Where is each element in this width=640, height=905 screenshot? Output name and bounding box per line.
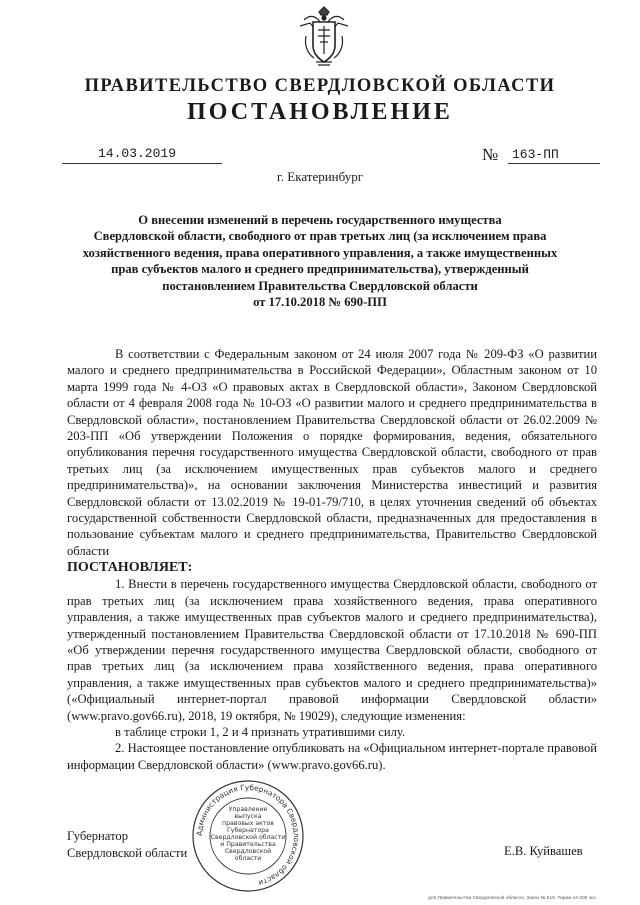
stamp-line: Свердловской <box>224 848 272 855</box>
stamp-line: выпуска <box>234 813 262 820</box>
item-2-paragraph: 2. Настоящее постановление опубликовать на «Официальном интернет-портале правовой информации Свердловской области» (www.pravo.gov66.ru). <box>67 741 597 772</box>
stamp-line: Управление <box>228 806 268 813</box>
item-1-paragraph: 1. Внести в перечень государственного имущества Свердловской области, свободного от прав третьих лиц (за исключением права хозяйственного ведения, права оперативного управления, а также имущественных прав субъектов малого и среднего предпринимательства), утвержденный постановлением Правительства Свердловской области от 17.10.2018 № 690-ПП «Об утверждении перечня государственного имущества Свердловской области, свободного от прав третьих лиц (за исключением права хозяйственного ведения, права оперативного управления, а также имущественных прав субъектов малого и среднего предпринимательства)» («Официальный интернет-портал правовой информации Свердловской области» (www.pravo.gov66.ru), 2018, 19 октября, № 19029), следующие изменения: <box>67 577 597 723</box>
signatory-position <box>67 828 187 862</box>
document-number-block <box>482 145 600 164</box>
stamp-line: области <box>234 855 262 862</box>
stamp-line: правовых актов <box>222 820 274 827</box>
document-type: ПОСТАНОВЛЕНИЕ <box>187 99 453 125</box>
government-name: ПРАВИТЕЛЬСТВО СВЕРДЛОВСКОЙ ОБЛАСТИ <box>84 76 556 96</box>
city: г. Екатеринбург <box>276 169 364 184</box>
signatory-name: Е.В. Куйвашев <box>504 844 583 858</box>
item-1-subitem: в таблице строки 1, 2 и 4 признать утратившими силу. <box>115 724 406 739</box>
stamp-line: Губернатора <box>227 827 269 834</box>
title-line: хозяйственного ведения, права оперативного управления, а также имущественных <box>82 245 558 260</box>
document-title <box>60 212 580 310</box>
title-line: постановлением Правительства Свердловской области <box>162 278 478 293</box>
document-date: 14.03.2019 <box>62 146 222 164</box>
stamp-line: и Правительства <box>220 841 276 848</box>
document-number: 163-ПП <box>508 147 600 164</box>
title-line: прав субъектов малого и среднего предпринимательства), утвержденный <box>111 262 529 277</box>
resolves-heading: ПОСТАНОВЛЯЕТ: <box>67 560 193 576</box>
coat-of-arms-icon <box>296 6 352 68</box>
signatory-position-line: Губернатор <box>67 829 128 843</box>
signatory-position-line: Свердловской области <box>67 846 188 860</box>
official-stamp <box>190 778 306 894</box>
document-body <box>67 346 597 773</box>
title-line: Свердловской области, свободного от прав третьих лиц (за исключением права <box>93 229 547 244</box>
stamp-line: Свердловской области <box>210 834 286 841</box>
title-line: от 17.10.2018 № 690-ПП <box>253 295 387 310</box>
preamble-paragraph: В соответствии с Федеральным законом от 24 июля 2007 года № 209-ФЗ «О развитии малого и среднего предпринимательства в Российской Федерации», Областным законом от 10 марта 1999 года № 4-ОЗ «О правовых актах в Свердловской области», Законом Свердловской области от 4 февраля 2008 года № 10-ОЗ «О развитии малого и среднего предпринимательства в Свердловской области», постановлением Правительства Свердловской области от 26.02.2009 № 203-ПП «Об утверждении Положения о порядке формирования, ведения, обязательного опубликования перечня государственного имущества Свердловской области, свободного от прав третьих лиц (за исключением имущественных прав субъектов малого и среднего предпринимательства)», на основании заключения Министерства инвестиций и развития Свердловской области от 13.02.2019 № 19-01-79/710, в целях уточнения сведений об объектах государственной собственности Свердловской области, предназначенных для предоставления в пользование субъектам малого и среднего предпринимательства, Правительство Свердловской области <box>67 347 597 558</box>
stamp-ring-text: Администрация Губернатора Свердловской области <box>194 782 302 888</box>
print-footer: для Правительства Свердловской области. Заказ № 519. Тираж 14 000 экз. <box>428 896 597 901</box>
title-line: О внесении изменений в перечень государственного имущества <box>138 213 502 227</box>
number-sign: № <box>482 145 499 164</box>
